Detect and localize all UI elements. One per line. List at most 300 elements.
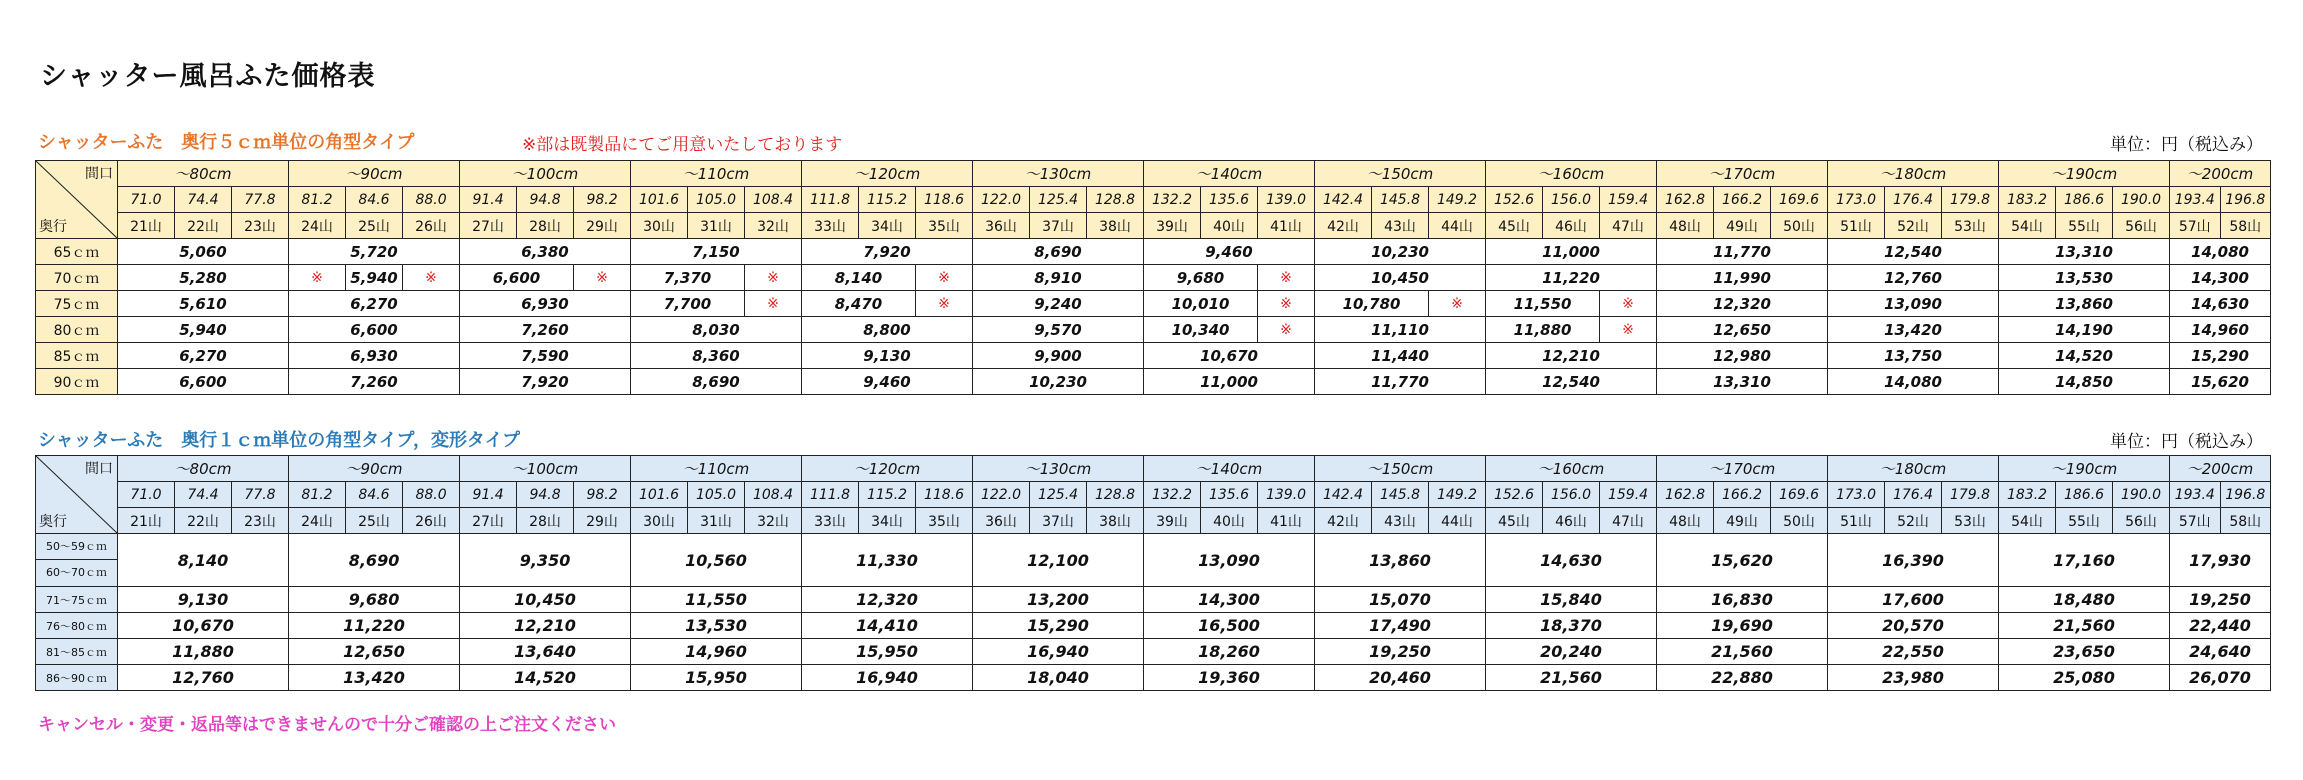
depth-label: 70ｃｍ	[36, 265, 118, 291]
slat-count-cell: 31山	[688, 213, 745, 239]
price-cell: 10,450	[460, 587, 631, 613]
price-cell: 14,630	[1486, 534, 1657, 587]
price-cell: 7,920	[460, 369, 631, 395]
width-value-cell: 152.6	[1486, 187, 1543, 213]
corner-label-width: 間口	[85, 166, 113, 182]
width-range-header: ～110cm	[631, 456, 802, 482]
width-value-cell: 115.2	[859, 482, 916, 508]
width-value-cell: 74.4	[175, 482, 232, 508]
width-value-cell: 193.4	[2170, 482, 2221, 508]
slat-count-cell: 53山	[1942, 508, 1999, 534]
table-row	[36, 665, 2271, 691]
price-cell: 20,460	[1315, 665, 1486, 691]
price-cell: 26,070	[2170, 665, 2271, 691]
width-range-header: ～110cm	[631, 161, 802, 187]
depth-label: 76～80ｃｍ	[36, 613, 118, 639]
price-cell: 11,770	[1657, 239, 1828, 265]
width-value-cell: 162.8	[1657, 482, 1714, 508]
price-cell: 21,560	[1486, 665, 1657, 691]
price-table-1cm	[35, 455, 2271, 691]
price-cell: 14,960	[2170, 317, 2271, 343]
width-value-cell: 190.0	[2113, 482, 2170, 508]
price-cell: 7,920	[802, 239, 973, 265]
ready-made-mark: ※	[574, 265, 631, 291]
price-cell: 16,940	[973, 639, 1144, 665]
price-cell: 13,090	[1828, 291, 1999, 317]
width-value-cell: 132.2	[1144, 187, 1201, 213]
depth-label-b: 60～70ｃｍ	[46, 566, 107, 579]
price-cell: 18,260	[1144, 639, 1315, 665]
slat-count-cell: 38山	[1087, 508, 1144, 534]
price-cell: 11,880	[118, 639, 289, 665]
table-row	[36, 369, 2271, 395]
price-cell: 12,320	[802, 587, 973, 613]
slat-count-cell: 29山	[574, 213, 631, 239]
price-cell: 9,460	[802, 369, 973, 395]
slat-count-cell: 39山	[1144, 213, 1201, 239]
ready-made-mark: ※	[403, 265, 460, 291]
width-value-cell: 118.6	[916, 482, 973, 508]
width-value-cell: 159.4	[1600, 187, 1657, 213]
price-cell: 8,030	[631, 317, 802, 343]
table-row	[36, 639, 2271, 665]
corner-header	[36, 456, 118, 534]
slat-count-cell: 53山	[1942, 213, 1999, 239]
slat-count-cell: 26山	[403, 508, 460, 534]
price-cell: 8,140	[118, 534, 289, 587]
price-cell: 15,290	[973, 613, 1144, 639]
width-value-cell: 176.4	[1885, 187, 1942, 213]
width-value-cell: 145.8	[1372, 187, 1429, 213]
depth-label-a: 50～59ｃｍ	[36, 534, 117, 560]
price-cell: 9,240	[973, 291, 1144, 317]
price-cell: 7,150	[631, 239, 802, 265]
width-range-header: ～180cm	[1828, 456, 1999, 482]
price-cell: 13,530	[631, 613, 802, 639]
price-cell: 16,940	[802, 665, 973, 691]
table-row	[36, 239, 2271, 265]
width-value-cell: 179.8	[1942, 187, 1999, 213]
price-cell: 9,350	[460, 534, 631, 587]
slat-count-cell: 42山	[1315, 508, 1372, 534]
width-range-header: ～120cm	[802, 456, 973, 482]
ready-made-mark: ※	[745, 291, 802, 317]
ready-made-mark: ※	[916, 291, 973, 317]
ready-made-mark: ※	[1258, 317, 1315, 343]
width-value-cell: 183.2	[1999, 482, 2056, 508]
price-cell: 18,370	[1486, 613, 1657, 639]
price-cell: 23,650	[1999, 639, 2170, 665]
width-value-cell: 118.6	[916, 187, 973, 213]
slat-count-cell: 37山	[1030, 213, 1087, 239]
price-cell: 13,860	[1999, 291, 2170, 317]
slat-count-cell: 28山	[517, 508, 574, 534]
width-value-cell: 81.2	[289, 482, 346, 508]
width-value-cell: 142.4	[1315, 187, 1372, 213]
slat-count-cell: 30山	[631, 213, 688, 239]
width-value-cell: 111.8	[802, 187, 859, 213]
ready-made-mark: ※	[289, 265, 346, 291]
width-value-cell: 91.4	[460, 482, 517, 508]
price-cell: 14,300	[2170, 265, 2271, 291]
price-cell: 12,760	[118, 665, 289, 691]
price-cell: 12,650	[289, 639, 460, 665]
price-cell: 6,270	[289, 291, 460, 317]
width-value-cell: 166.2	[1714, 482, 1771, 508]
cancel-notice: キャンセル・変更・返品等はできませんので十分ご確認の上ご注文ください	[38, 715, 616, 735]
price-cell: 19,250	[1315, 639, 1486, 665]
width-value-cell: 128.8	[1087, 187, 1144, 213]
price-cell: 8,910	[973, 265, 1144, 291]
width-range-header: ～200cm	[2170, 161, 2271, 187]
width-range-header: ～100cm	[460, 456, 631, 482]
price-cell: 14,960	[631, 639, 802, 665]
slat-count-cell: 38山	[1087, 213, 1144, 239]
width-value-cell: 149.2	[1429, 187, 1486, 213]
width-value-cell: 156.0	[1543, 187, 1600, 213]
table2-unit: 単位：円（税込み）	[2110, 432, 2263, 452]
table-row	[36, 317, 2271, 343]
slat-count-cell: 24山	[289, 213, 346, 239]
slat-count-cell: 45山	[1486, 508, 1543, 534]
price-cell: 9,680	[1144, 265, 1258, 291]
price-cell: 18,040	[973, 665, 1144, 691]
price-cell: 10,780	[1315, 291, 1429, 317]
price-cell: 21,560	[1657, 639, 1828, 665]
ready-made-mark: ※	[916, 265, 973, 291]
price-cell: 10,670	[1144, 343, 1315, 369]
depth-label: 75ｃｍ	[36, 291, 118, 317]
price-cell: 15,840	[1486, 587, 1657, 613]
slat-count-cell: 54山	[1999, 508, 2056, 534]
price-cell: 16,500	[1144, 613, 1315, 639]
price-cell: 15,620	[1657, 534, 1828, 587]
width-range-header: ～80cm	[118, 456, 289, 482]
slat-count-cell: 34山	[859, 213, 916, 239]
slat-count-cell: 31山	[688, 508, 745, 534]
price-cell: 13,200	[973, 587, 1144, 613]
width-value-cell: 173.0	[1828, 187, 1885, 213]
ready-made-mark: ※	[1600, 291, 1657, 317]
price-cell: 7,260	[289, 369, 460, 395]
slat-count-cell: 48山	[1657, 508, 1714, 534]
price-cell: 6,930	[460, 291, 631, 317]
slat-count-cell: 41山	[1258, 508, 1315, 534]
price-cell: 13,420	[289, 665, 460, 691]
price-cell: 15,950	[631, 665, 802, 691]
slat-count-cell: 49山	[1714, 508, 1771, 534]
price-cell: 10,670	[118, 613, 289, 639]
width-value-cell: 74.4	[175, 187, 232, 213]
slat-count-cell: 51山	[1828, 508, 1885, 534]
slat-count-cell: 55山	[2056, 508, 2113, 534]
table-row	[36, 343, 2271, 369]
price-cell: 12,980	[1657, 343, 1828, 369]
price-cell: 10,340	[1144, 317, 1258, 343]
width-value-cell: 108.4	[745, 187, 802, 213]
width-value-cell: 71.0	[118, 482, 175, 508]
price-cell: 12,320	[1657, 291, 1828, 317]
price-cell: 11,110	[1315, 317, 1486, 343]
slat-count-cell: 33山	[802, 508, 859, 534]
width-value-cell: 149.2	[1429, 482, 1486, 508]
price-cell: 22,880	[1657, 665, 1828, 691]
slat-count-cell: 48山	[1657, 213, 1714, 239]
price-cell: 5,940	[346, 265, 403, 291]
table1-heading: シャッターふた 奥行５ｃｍ単位の角型タイプ	[38, 132, 415, 153]
width-value-cell: 193.4	[2170, 187, 2221, 213]
slat-count-cell: 45山	[1486, 213, 1543, 239]
slat-count-cell: 33山	[802, 213, 859, 239]
price-cell: 10,230	[973, 369, 1144, 395]
price-cell: 13,310	[1999, 239, 2170, 265]
price-cell: 17,600	[1828, 587, 1999, 613]
price-cell: 8,800	[802, 317, 973, 343]
price-cell: 10,010	[1144, 291, 1258, 317]
price-cell: 12,760	[1828, 265, 1999, 291]
width-value-cell: 125.4	[1030, 482, 1087, 508]
price-cell: 7,590	[460, 343, 631, 369]
price-cell: 13,310	[1657, 369, 1828, 395]
price-cell: 6,380	[460, 239, 631, 265]
slat-count-cell: 56山	[2113, 213, 2170, 239]
slat-count-cell: 40山	[1201, 213, 1258, 239]
slat-count-cell: 25山	[346, 213, 403, 239]
price-cell: 9,130	[118, 587, 289, 613]
width-value-cell: 77.8	[232, 187, 289, 213]
slat-count-cell: 49山	[1714, 213, 1771, 239]
slat-count-cell: 43山	[1372, 508, 1429, 534]
width-value-cell: 105.0	[688, 187, 745, 213]
price-cell: 10,230	[1315, 239, 1486, 265]
width-value-cell: 81.2	[289, 187, 346, 213]
price-cell: 11,770	[1315, 369, 1486, 395]
width-range-header: ～180cm	[1828, 161, 1999, 187]
price-cell: 7,370	[631, 265, 745, 291]
price-cell: 9,680	[289, 587, 460, 613]
table1-note: ※部は既製品にてご用意いたしております	[522, 135, 843, 155]
price-cell: 10,450	[1315, 265, 1486, 291]
price-cell: 12,210	[1486, 343, 1657, 369]
slat-count-cell: 44山	[1429, 213, 1486, 239]
width-value-cell: 111.8	[802, 482, 859, 508]
table2-heading: シャッターふた 奥行１ｃｍ単位の角型タイプ，変形タイプ	[38, 430, 521, 451]
depth-label: 85ｃｍ	[36, 343, 118, 369]
width-value-cell: 186.6	[2056, 482, 2113, 508]
price-cell: 24,640	[2170, 639, 2271, 665]
width-value-cell: 98.2	[574, 187, 631, 213]
width-value-cell: 105.0	[688, 482, 745, 508]
slat-count-cell: 58山	[2220, 213, 2271, 239]
width-value-cell: 159.4	[1600, 482, 1657, 508]
price-cell: 12,650	[1657, 317, 1828, 343]
width-value-cell: 122.0	[973, 187, 1030, 213]
depth-label: 65ｃｍ	[36, 239, 118, 265]
slat-count-cell: 55山	[2056, 213, 2113, 239]
width-value-cell: 125.4	[1030, 187, 1087, 213]
slat-count-cell: 57山	[2170, 508, 2221, 534]
price-cell: 9,130	[802, 343, 973, 369]
price-cell: 14,630	[2170, 291, 2271, 317]
width-range-header: ～160cm	[1486, 456, 1657, 482]
width-value-cell: 179.8	[1942, 482, 1999, 508]
price-cell: 14,190	[1999, 317, 2170, 343]
ready-made-mark: ※	[745, 265, 802, 291]
slat-count-cell: 57山	[2170, 213, 2221, 239]
price-cell: 9,900	[973, 343, 1144, 369]
price-cell: 15,070	[1315, 587, 1486, 613]
price-cell: 6,930	[289, 343, 460, 369]
slat-count-cell: 46山	[1543, 508, 1600, 534]
width-range-header: ～170cm	[1657, 161, 1828, 187]
price-cell: 19,690	[1657, 613, 1828, 639]
slat-count-cell: 50山	[1771, 213, 1828, 239]
price-cell: 14,410	[802, 613, 973, 639]
slat-count-cell: 23山	[232, 213, 289, 239]
price-cell: 5,610	[118, 291, 289, 317]
width-value-cell: 169.6	[1771, 187, 1828, 213]
width-range-header: ～120cm	[802, 161, 973, 187]
slat-count-cell: 22山	[175, 508, 232, 534]
slat-count-cell: 22山	[175, 213, 232, 239]
slat-count-cell: 32山	[745, 213, 802, 239]
price-cell: 8,470	[802, 291, 916, 317]
width-range-header: ～140cm	[1144, 456, 1315, 482]
width-range-header: ～140cm	[1144, 161, 1315, 187]
price-cell: 21,560	[1999, 613, 2170, 639]
price-cell: 5,060	[118, 239, 289, 265]
slat-count-cell: 28山	[517, 213, 574, 239]
width-range-header: ～90cm	[289, 456, 460, 482]
price-cell: 5,720	[289, 239, 460, 265]
price-cell: 12,540	[1486, 369, 1657, 395]
price-cell: 8,140	[802, 265, 916, 291]
width-value-cell: 84.6	[346, 187, 403, 213]
width-range-header: ～160cm	[1486, 161, 1657, 187]
width-value-cell: 101.6	[631, 187, 688, 213]
depth-label: 86～90ｃｍ	[36, 665, 118, 691]
price-cell: 17,160	[1999, 534, 2170, 587]
price-cell: 19,250	[2170, 587, 2271, 613]
width-value-cell: 145.8	[1372, 482, 1429, 508]
price-cell: 6,600	[460, 265, 574, 291]
price-cell: 15,620	[2170, 369, 2271, 395]
price-cell: 16,390	[1828, 534, 1999, 587]
width-value-cell: 71.0	[118, 187, 175, 213]
slat-count-cell: 58山	[2220, 508, 2271, 534]
slat-count-cell: 51山	[1828, 213, 1885, 239]
slat-count-cell: 27山	[460, 213, 517, 239]
price-cell: 12,100	[973, 534, 1144, 587]
price-table-5cm	[35, 160, 2271, 395]
width-value-cell: 183.2	[1999, 187, 2056, 213]
depth-label	[36, 534, 118, 587]
width-value-cell: 173.0	[1828, 482, 1885, 508]
slat-count-cell: 35山	[916, 213, 973, 239]
price-cell: 18,480	[1999, 587, 2170, 613]
width-range-header: ～80cm	[118, 161, 289, 187]
width-value-cell: 186.6	[2056, 187, 2113, 213]
slat-count-cell: 37山	[1030, 508, 1087, 534]
width-value-cell: 162.8	[1657, 187, 1714, 213]
width-range-header: ～150cm	[1315, 456, 1486, 482]
width-range-header: ～190cm	[1999, 161, 2170, 187]
price-cell: 13,420	[1828, 317, 1999, 343]
price-cell: 9,570	[973, 317, 1144, 343]
width-value-cell: 152.6	[1486, 482, 1543, 508]
corner-label-depth: 奥行	[39, 219, 67, 235]
width-value-cell: 169.6	[1771, 482, 1828, 508]
price-cell: 20,240	[1486, 639, 1657, 665]
ready-made-mark: ※	[1258, 265, 1315, 291]
slat-count-cell: 47山	[1600, 508, 1657, 534]
width-value-cell: 101.6	[631, 482, 688, 508]
price-cell: 11,440	[1315, 343, 1486, 369]
price-cell: 11,990	[1657, 265, 1828, 291]
price-cell: 7,260	[460, 317, 631, 343]
table-row	[36, 587, 2271, 613]
corner-label-width: 間口	[85, 461, 113, 477]
price-cell: 23,980	[1828, 665, 1999, 691]
slat-count-cell: 26山	[403, 213, 460, 239]
price-cell: 25,080	[1999, 665, 2170, 691]
price-cell: 9,460	[1144, 239, 1315, 265]
price-cell: 15,950	[802, 639, 973, 665]
price-cell: 15,290	[2170, 343, 2271, 369]
slat-count-cell: 54山	[1999, 213, 2056, 239]
price-cell: 14,080	[1828, 369, 1999, 395]
price-cell: 11,220	[1486, 265, 1657, 291]
price-cell: 22,440	[2170, 613, 2271, 639]
width-value-cell: 94.8	[517, 482, 574, 508]
price-cell: 12,210	[460, 613, 631, 639]
width-range-header: ～170cm	[1657, 456, 1828, 482]
slat-count-cell: 52山	[1885, 508, 1942, 534]
price-cell: 19,360	[1144, 665, 1315, 691]
price-cell: 8,690	[631, 369, 802, 395]
price-cell: 8,690	[973, 239, 1144, 265]
corner-label-depth: 奥行	[39, 514, 67, 530]
price-cell: 14,520	[460, 665, 631, 691]
table-row	[36, 613, 2271, 639]
price-cell: 13,750	[1828, 343, 1999, 369]
price-cell: 13,530	[1999, 265, 2170, 291]
table-row	[36, 534, 2271, 587]
price-cell: 14,300	[1144, 587, 1315, 613]
price-cell: 17,490	[1315, 613, 1486, 639]
width-value-cell: 156.0	[1543, 482, 1600, 508]
depth-label: 81～85ｃｍ	[36, 639, 118, 665]
table-row	[36, 291, 2271, 317]
width-range-header: ～150cm	[1315, 161, 1486, 187]
price-cell: 11,000	[1144, 369, 1315, 395]
width-value-cell: 135.6	[1201, 187, 1258, 213]
width-value-cell: 196.8	[2220, 187, 2271, 213]
depth-label: 71～75ｃｍ	[36, 587, 118, 613]
corner-header	[36, 161, 118, 239]
price-cell: 12,540	[1828, 239, 1999, 265]
slat-count-cell: 25山	[346, 508, 403, 534]
page-title: シャッター風呂ふた価格表	[40, 61, 376, 92]
slat-count-cell: 24山	[289, 508, 346, 534]
slat-count-cell: 47山	[1600, 213, 1657, 239]
width-range-header: ～100cm	[460, 161, 631, 187]
width-value-cell: 84.6	[346, 482, 403, 508]
table1-unit: 単位：円（税込み）	[2110, 135, 2263, 155]
price-cell: 8,360	[631, 343, 802, 369]
slat-count-cell: 35山	[916, 508, 973, 534]
price-cell: 6,600	[289, 317, 460, 343]
